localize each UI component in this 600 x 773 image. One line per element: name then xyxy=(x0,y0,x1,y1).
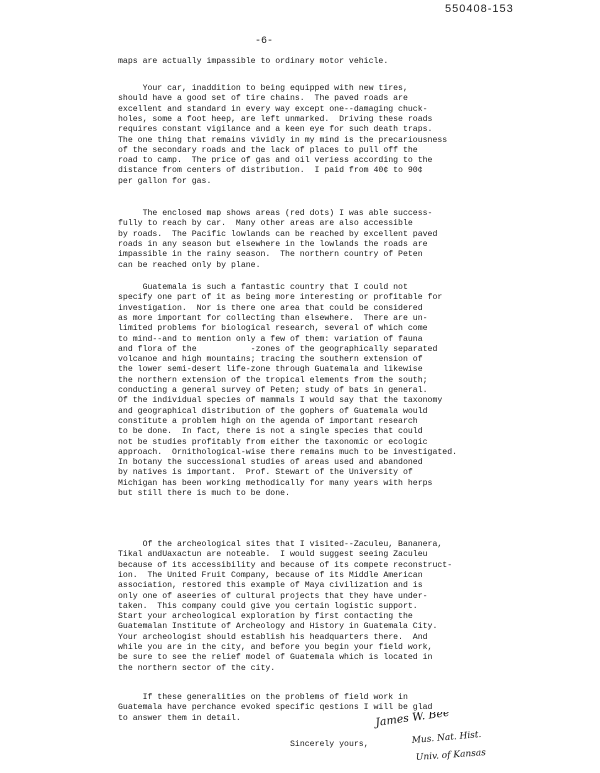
text-line: maps are actually impassible to ordinary motor vehicle. xyxy=(118,57,389,66)
text-line: volcanoe and high mountains; tracing the southern extension of xyxy=(118,355,423,365)
text-line: while you are in the city, and before you begin your field work, xyxy=(118,643,433,652)
text-line: and flora of the -zones of the geographically separated xyxy=(118,344,438,354)
text-line: the northern sector of the city. xyxy=(118,663,276,673)
text-line: not be studies profitably from either the taxonomic or ecologic xyxy=(118,437,428,447)
signature-line-2: Mus. Nat. Hist. xyxy=(411,729,482,746)
text-line: The enclosed map shows areas (red dots) I was able success- xyxy=(118,209,433,218)
text-line: Guatemala is such a fantastic country that I could not xyxy=(118,283,408,292)
text-line: Your archeologist should establish his headquarters there. And xyxy=(118,632,428,642)
text-line: road to camp. The price of gas and oil veriess according to the xyxy=(118,156,433,166)
text-line: the northern extension of the tropical elements from the south; xyxy=(118,375,428,385)
text-line: distance from centers of distribution. I paid from 40¢ to 90¢ xyxy=(118,166,423,176)
text-line: Guatemalan Institute of Archeology and History in Guatemala City. xyxy=(118,622,438,632)
handwritten-signature xyxy=(372,712,562,768)
text-line: to answer them in detail. xyxy=(118,713,241,723)
closing: Sincerely yours, xyxy=(290,740,369,749)
text-line: Your car, inaddition to being equipped with new tires, xyxy=(118,84,408,93)
text-line: because of its accessibility and because of its compete reconstruct- xyxy=(118,560,453,570)
text-line: In botany the successional studies of areas used and abandoned xyxy=(118,458,423,468)
text-line: roads in any season but elsewhere in the lowlands the roads are xyxy=(118,239,428,249)
text-line: investigation. Nor is there one area that could be considered xyxy=(118,303,423,313)
text-line: to mind--and to mention only a few of them: variation of fauna xyxy=(118,334,423,344)
text-line: as more important for collecting than elsewhere. There are un- xyxy=(118,313,428,323)
text-line: by roads. The Pacific lowlands can be reached by excellent paved xyxy=(118,229,438,239)
text-line: of the secondary roads and the lack of places to pull off the xyxy=(118,145,418,155)
text-line: Of the individual species of mammals I would say that the taxonomy xyxy=(118,396,443,406)
text-line: association, restored this example of Maya civilization and is xyxy=(118,581,423,591)
text-line: by natives is important. Prof. Stewart of the University of xyxy=(118,468,413,478)
text-line: conducting a general survey of Peten; study of bats in general. xyxy=(118,386,428,395)
text-line: fully to reach by car. Many other areas are also accessible xyxy=(118,219,413,229)
signature-line-3: Univ. of Kansas xyxy=(415,748,487,763)
text-line: requires constant vigilance and a keen eye for such death traps. xyxy=(118,125,433,135)
text-line: be sure to see the relief model of Guatemala which is located in xyxy=(118,653,433,663)
text-line: taken. This company could give you certain logistic support. xyxy=(118,601,418,611)
text-line: If these generalities on the problems of field work in xyxy=(118,693,408,702)
text-line: and geographical distribution of the gophers of Guatemala would xyxy=(118,406,428,416)
text-line: but still there is much to be done. xyxy=(118,489,290,498)
text-line: to be done. In fact, there is not a single species that could xyxy=(118,427,423,437)
text-line: per gallon for gas. xyxy=(118,176,212,186)
text-line: Of the archeological sites that I visited--Zaculeu, Bananera, xyxy=(118,540,443,549)
text-line: impassible in the rainy season. The northern country of Peten xyxy=(118,250,423,260)
text-line: The one thing that remains vividly in my mind is the precariousness xyxy=(118,135,448,145)
text-line: only one of aseeries of cultural projects that they have under- xyxy=(118,591,428,601)
text-line: limited problems for biological research, several of which come xyxy=(118,324,428,334)
text-line: constitute a problem high on the agenda of important research xyxy=(118,416,418,426)
text-line: ion. The United Fruit Company, because of its Middle American xyxy=(118,570,423,580)
document-id: 550408-153 xyxy=(445,3,514,15)
page-number: -6- xyxy=(255,36,274,47)
text-line: holes, some a foot heep, are left unmarked. Driving these roads xyxy=(118,114,433,124)
text-line: should have a good set of tire chains. The paved roads are xyxy=(118,94,408,104)
text-line: Guatemala have perchance evoked specific qestions I will be glad xyxy=(118,703,433,713)
text-line: Michigan has been working methodically for many years with herps xyxy=(118,478,433,488)
text-line: approach. Ornithological-wise there remains much to be investigated. xyxy=(118,447,458,457)
signature-line-1: James W. Bee xyxy=(374,712,451,729)
text-line: Start your archeological exploration by first contacting the xyxy=(118,612,413,622)
text-line: Tikal andUaxactun are noteable. I would suggest seeing Zaculeu xyxy=(118,550,428,560)
text-line: excellent and standard in every way except one--damaging chuck- xyxy=(118,104,428,114)
text-line: can be reached only by plane. xyxy=(118,260,261,270)
text-line: specify one part of it as being more interesting or profitable for xyxy=(118,293,443,303)
text-line: the lower semi-desert life-zone through Guatemala and likewise xyxy=(118,365,423,375)
